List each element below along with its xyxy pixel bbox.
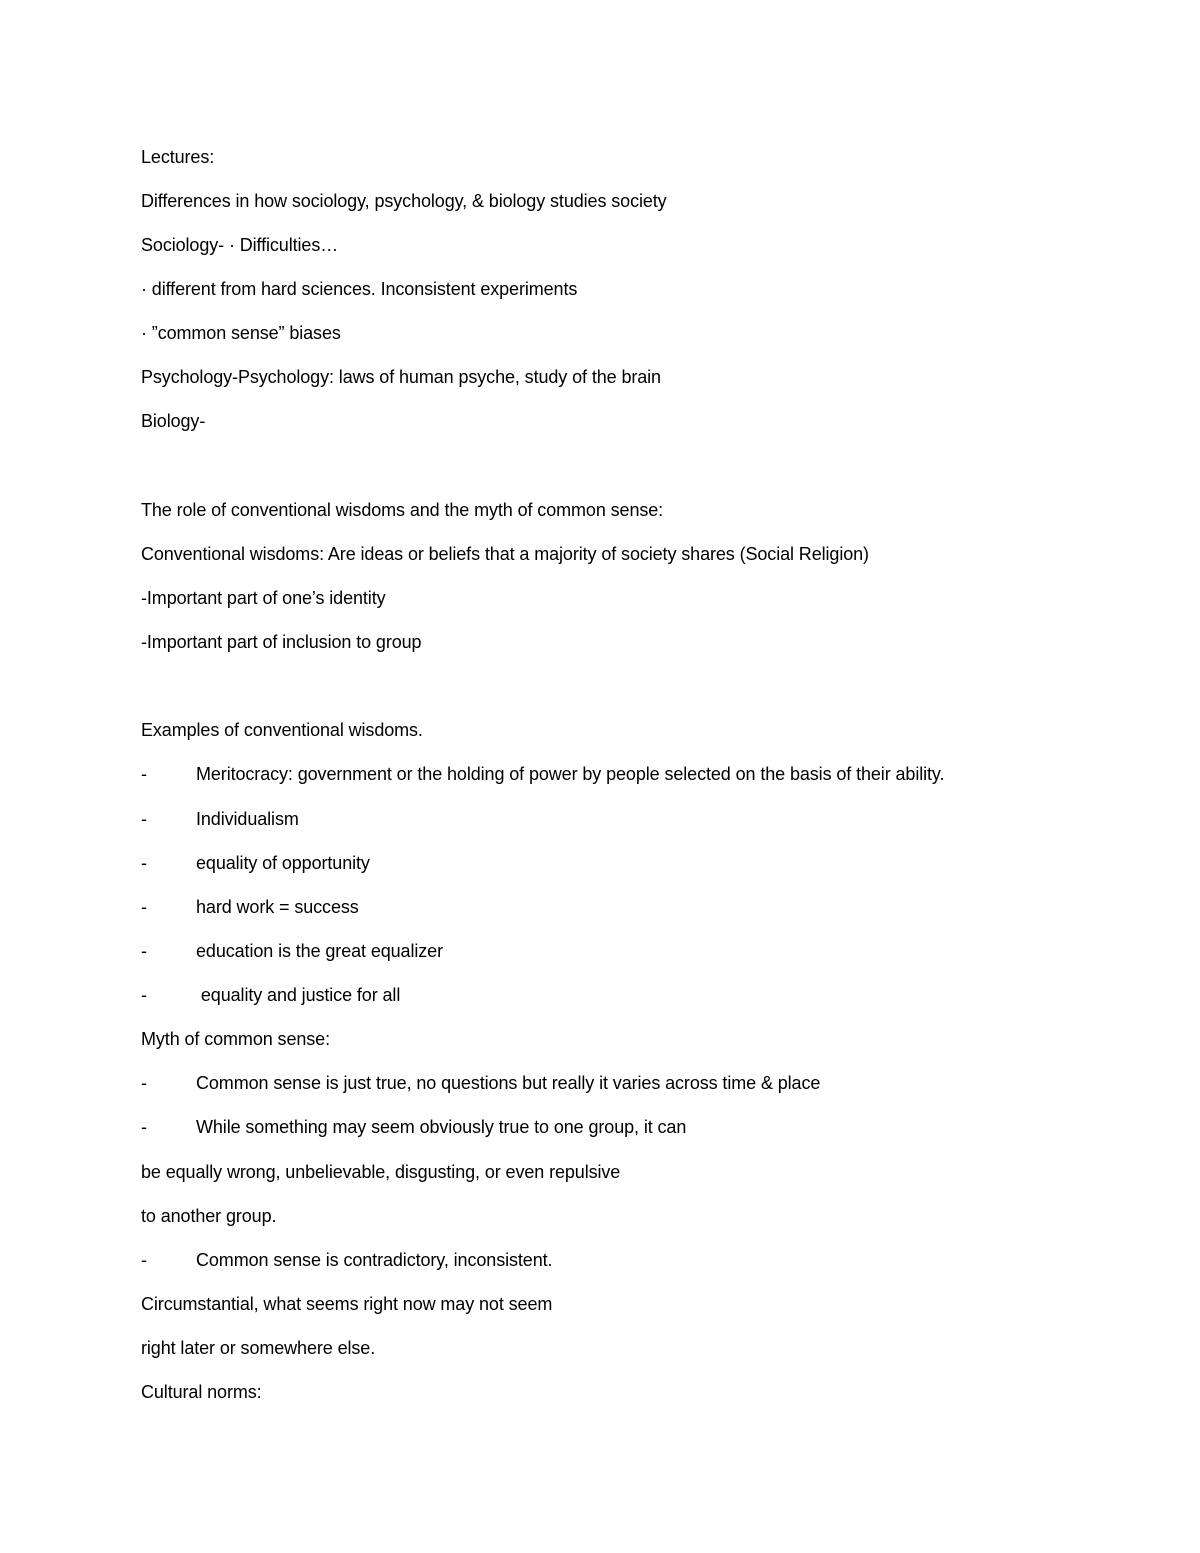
dash-bullet: - [141,1073,147,1093]
examples-heading: Examples of conventional wisdoms. [141,720,423,740]
list-item-text: Meritocracy: government or the holding of power by people selected on the basis of their ability. [196,764,945,784]
lectures-heading: Lectures: [141,147,215,167]
dash-bullet: - [141,941,147,961]
list-item-text: equality and justice for all [196,985,401,1005]
conventional-wisdoms-definition: Conventional wisdoms: Are ideas or beliefs that a majority of society shares (Social Religion) [141,544,869,564]
myth-heading: Myth of common sense: [141,1029,330,1049]
continuation-line: to another group. [141,1206,277,1226]
circumstantial-line: Circumstantial, what seems right now may not seem [141,1294,553,1314]
role-heading: The role of conventional wisdoms and the myth of common sense: [141,500,664,520]
list-item-text: hard work = success [196,897,359,917]
list-item-text: While something may seem obviously true to one group, it can [196,1117,687,1137]
circumstantial-continuation: right later or somewhere else. [141,1338,376,1358]
list-item-text: education is the great equalizer [196,941,443,961]
inclusion-point: -Important part of inclusion to group [141,632,422,652]
dash-bullet: - [141,897,147,917]
differences-line: Differences in how sociology, psychology, & biology studies society [141,191,667,211]
cultural-norms-heading: Cultural norms: [141,1382,262,1402]
sociology-line: Sociology- · Difficulties… [141,235,339,255]
list-item-text: equality of opportunity [196,853,370,873]
identity-point: -Important part of one’s identity [141,588,386,608]
dash-bullet: - [141,985,147,1005]
common-sense-bullet: · ”common sense” biases [141,323,341,343]
continuation-line: be equally wrong, unbelievable, disgusting, or even repulsive [141,1162,621,1182]
hard-sciences-bullet: · different from hard sciences. Inconsistent experiments [141,279,578,299]
list-item-text: Individualism [196,809,299,829]
list-item-text: Common sense is contradictory, inconsistent. [196,1250,553,1270]
dash-bullet: - [141,1250,147,1270]
dash-bullet: - [141,853,147,873]
psychology-line: Psychology-Psychology: laws of human psyche, study of the brain [141,367,661,387]
biology-line: Biology- [141,411,206,431]
list-item-text: Common sense is just true, no questions but really it varies across time & place [196,1073,821,1093]
dash-bullet: - [141,1117,147,1137]
dash-bullet: - [141,809,147,829]
dash-bullet: - [141,764,147,784]
